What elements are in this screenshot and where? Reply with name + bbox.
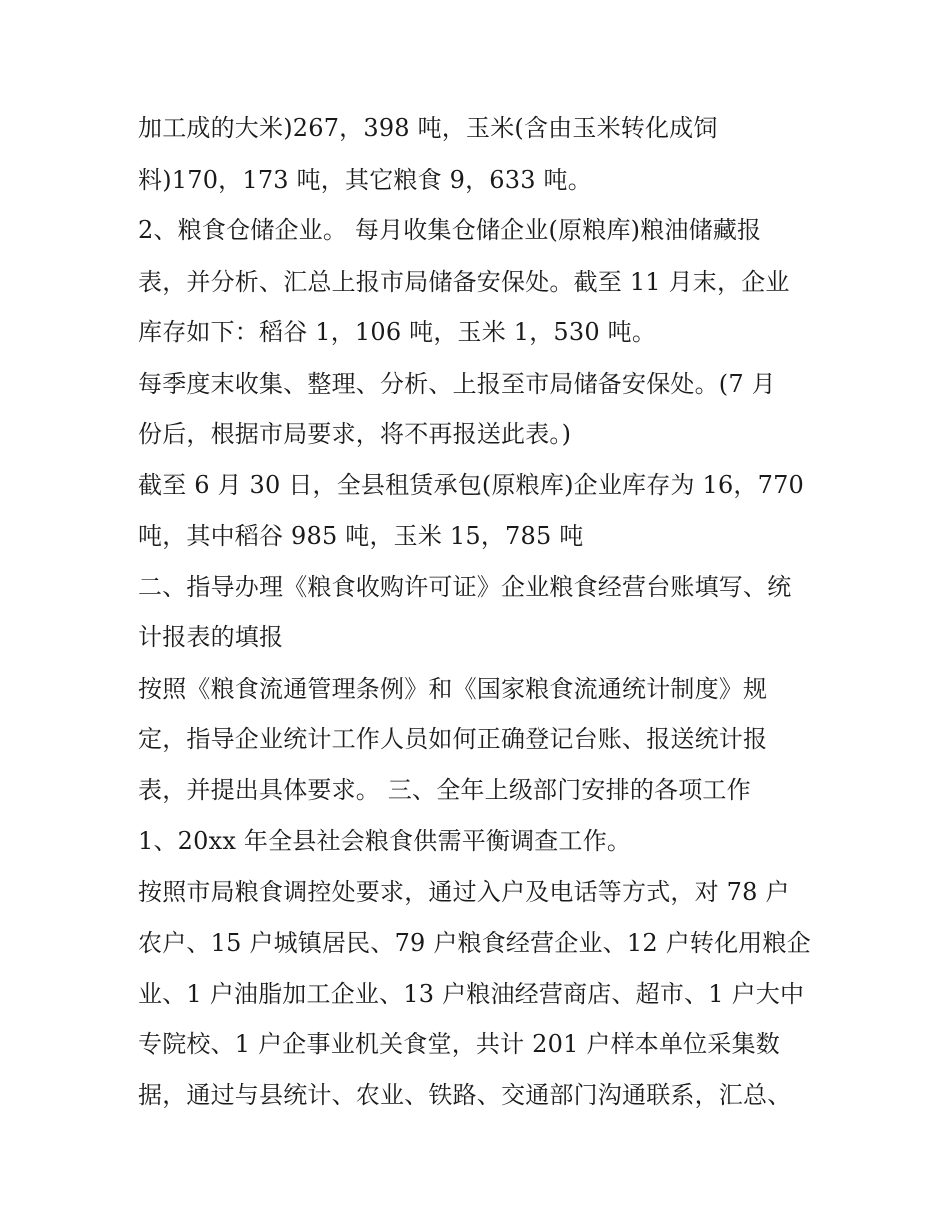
- text-line: 表，并提出具体要求。 三、全年上级部门安排的各项工作: [138, 776, 751, 804]
- text-line: 1、20xx 年全县社会粮食供需平衡调查工作。: [138, 827, 632, 855]
- text-line: 份后，根据市局要求，将不再报送此表。): [138, 420, 572, 448]
- text-line: 每季度末收集、整理、分析、上报至市局储备安保处。(7 月: [138, 370, 776, 398]
- section-heading: 计报表的填报: [138, 623, 284, 651]
- text-line: 农户、15 户城镇居民、79 户粮食经营企业、12 户转化用粮企: [138, 929, 811, 957]
- text-line: 定，指导企业统计工作人员如何正确登记台账、报送统计报: [138, 725, 768, 753]
- text-line: 按照市局粮食调控处要求，通过入户及电话等方式，对 78 户: [138, 878, 790, 906]
- text-line: 料)170，173 吨，其它粮食 9，633 吨。: [138, 166, 592, 194]
- text-line: 截至 6 月 30 日，全县租赁承包(原粮库)企业库存为 16，770: [138, 471, 805, 499]
- section-heading: 二、指导办理《粮食收购许可证》企业粮食经营台账填写、统: [138, 573, 792, 601]
- text-line: 专院校、1 户企事业机关食堂，共计 201 户样本单位采集数: [138, 1030, 780, 1058]
- text-line: 业、1 户油脂加工企业、13 户粮油经营商店、超市、1 户大中: [138, 980, 805, 1008]
- text-line: 按照《粮食流通管理条例》和《国家粮食流通统计制度》规: [138, 675, 768, 703]
- text-line: 加工成的大米)267，398 吨，玉米(含由玉米转化成饲: [138, 114, 718, 142]
- text-line: 吨，其中稻谷 985 吨，玉米 15，785 吨: [138, 522, 584, 550]
- text-line: 据，通过与县统计、农业、铁路、交通部门沟通联系，汇总、: [138, 1081, 792, 1109]
- text-line: 库存如下：稻谷 1，106 吨，玉米 1，530 吨。: [138, 318, 657, 346]
- text-line: 2、粮食仓储企业。 每月收集仓储企业(原粮库)粮油储藏报: [138, 216, 762, 244]
- text-line: 表，并分析、汇总上报市局储备安保处。截至 11 月末，企业: [138, 268, 790, 296]
